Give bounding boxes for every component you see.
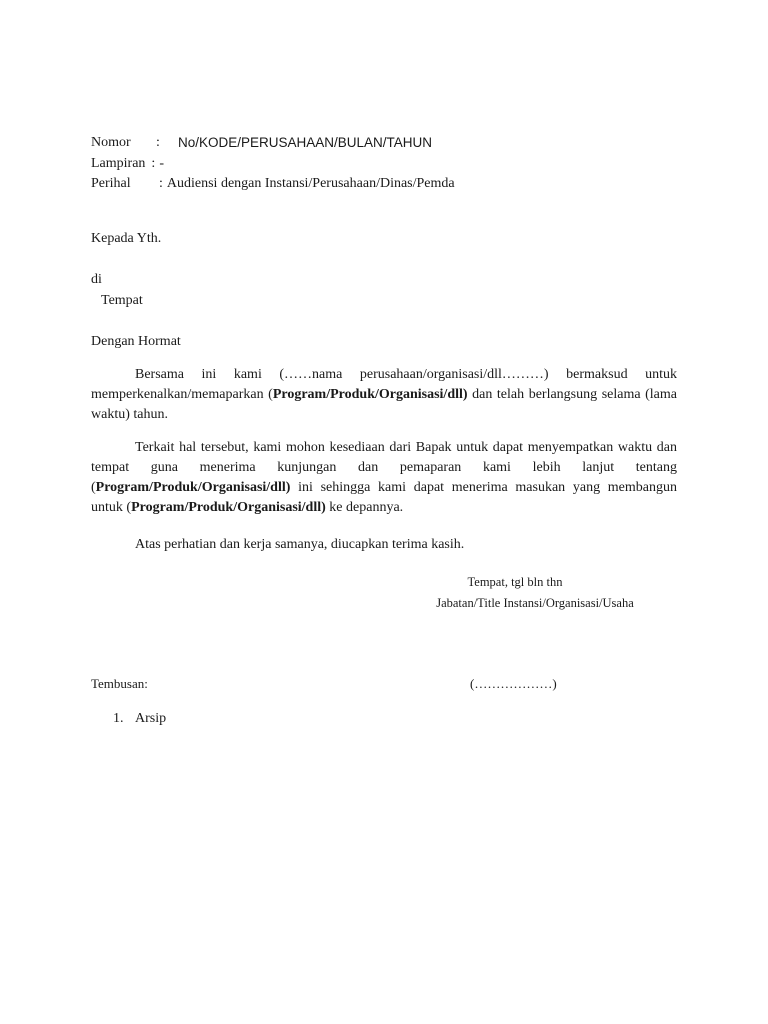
list-item: [113, 709, 166, 729]
tembusan-label: Tembusan:: [91, 676, 148, 691]
list-item-text: Arsip: [135, 711, 167, 726]
recipient-line: Kepada Yth.: [91, 231, 162, 246]
p2-bold-program-1: Program/Produk/Organisasi/dll): [95, 480, 291, 495]
lampiran-value: -: [159, 155, 165, 171]
tembusan-list: [113, 709, 166, 729]
p2-bold-program-2: Program/Produk/Organisasi/dll): [131, 500, 326, 515]
perihal-label: Perihal: [91, 176, 131, 191]
signature-name: (………………): [470, 676, 557, 691]
p2-text-a: Terkait hal tersebut, kami mohon kesediaan dari Bapak untuk dapat menyempatkan waktu dan tempat guna menerima kunjungan dan pemaparan kami lebih lanjut tentang (: [91, 440, 677, 495]
p1-text-a: Bersama ini kami (……nama perusahaan/organisasi/dll………) bermaksud untuk memperkenalkan/memaparkan (: [91, 367, 677, 402]
nomor-separator: :: [156, 135, 160, 150]
lampiran-separator: :: [151, 155, 156, 171]
p1-text-c: dan telah berlangsung selama (lama waktu) tahun.: [91, 387, 678, 422]
recipient-place: Tempat: [101, 293, 143, 308]
signature-place-date: Tempat, tgl bln thn: [467, 575, 563, 589]
nomor-row: [91, 133, 691, 154]
perihal-separator: :: [159, 176, 163, 191]
lampiran-label: Lampiran: [91, 155, 146, 171]
recipient-di: di: [91, 272, 102, 287]
signature-title: Jabatan/Title Instansi/Organisasi/Usaha: [436, 596, 634, 610]
list-item-number: 1.: [113, 711, 124, 726]
body-paragraph-3: Atas perhatian dan kerja samanya, diucapkan terima kasih.: [135, 537, 465, 552]
p2-text-d: ke depannya.: [325, 500, 404, 515]
perihal-row: [91, 174, 691, 195]
p2-text-c: ini sehingga kami dapat menerima masukan yang membangun untuk (: [91, 480, 677, 515]
nomor-label: Nomor: [91, 135, 131, 150]
p1-bold-program: Program/Produk/Organisasi/dll): [272, 387, 468, 402]
body-paragraph-2: [91, 438, 677, 518]
body-paragraph-1: [91, 365, 677, 425]
letter-header: [91, 133, 691, 195]
perihal-value: Audiensi dengan Instansi/Perusahaan/Dinas/Pemda: [166, 176, 455, 191]
lampiran-row: [91, 154, 691, 175]
nomor-value: No/KODE/PERUSAHAAN/BULAN/TAHUN: [178, 135, 433, 150]
greeting: Dengan Hormat: [91, 334, 181, 349]
